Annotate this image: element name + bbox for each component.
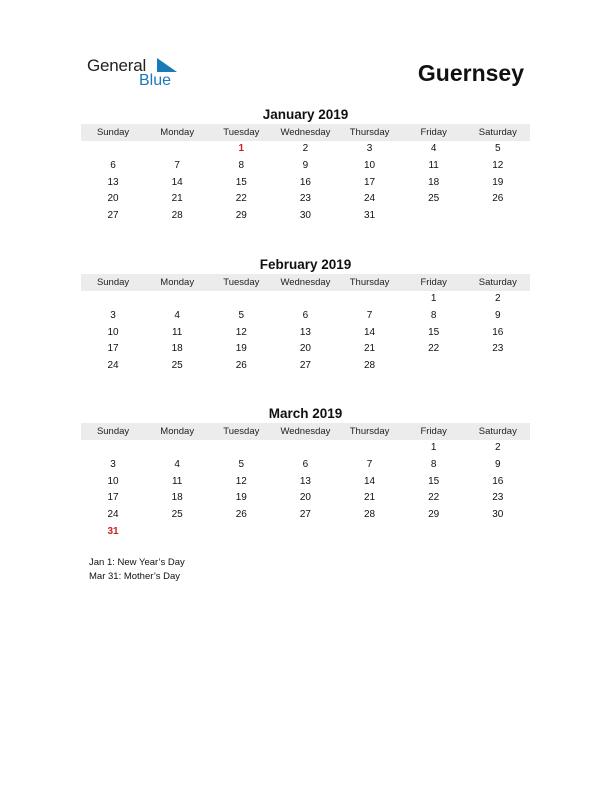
day-cell: 9 [495, 458, 501, 470]
day-cell: 17 [107, 343, 119, 355]
day-cell [145, 440, 209, 457]
day-cell: 26 [492, 193, 504, 205]
day-cell: 24 [364, 193, 376, 205]
day-cell: 21 [171, 193, 183, 205]
day-cell: 21 [364, 492, 376, 504]
weekday-header-row [81, 423, 530, 440]
day-cell: 14 [364, 326, 376, 338]
week-row [81, 191, 530, 208]
day-cell [145, 524, 209, 541]
day-cell [466, 358, 530, 375]
day-cell: 25 [171, 509, 183, 520]
country-title: Guernsey [417, 60, 524, 86]
logo-text-blue: Blue [139, 72, 172, 89]
day-cell [466, 208, 530, 225]
day-cell [209, 524, 273, 541]
day-cell: 21 [364, 343, 376, 355]
month-title: January 2019 [262, 107, 349, 122]
weekday-label: Wednesday [280, 127, 331, 138]
day-cell [402, 524, 466, 541]
day-cell: 3 [110, 309, 116, 321]
week-row [81, 308, 530, 325]
day-cell: 15 [428, 475, 440, 487]
day-cell: 20 [107, 193, 119, 205]
day-cell: 8 [238, 159, 245, 171]
day-cell [81, 440, 145, 457]
day-cell: 15 [235, 176, 247, 188]
day-cell [81, 141, 145, 158]
day-cell: 23 [299, 193, 311, 205]
weekday-label: Tuesday [223, 426, 260, 437]
day-cell: 18 [171, 343, 183, 355]
day-cell: 31 [107, 525, 119, 537]
day-cell [402, 208, 466, 225]
day-cell: 2 [495, 293, 501, 304]
day-cell: 4 [430, 143, 437, 154]
day-cell [145, 141, 209, 158]
day-cell: 20 [299, 343, 311, 355]
day-cell: 28 [171, 210, 183, 221]
holiday-item: Mar 31: Mother’s Day [89, 571, 180, 582]
weekday-label: Sunday [96, 277, 130, 288]
day-cell: 3 [110, 458, 116, 470]
week-row [81, 141, 530, 158]
weekday-label: Friday [420, 127, 447, 138]
day-cell [466, 524, 530, 541]
day-cell: 17 [107, 492, 119, 504]
day-cell: 19 [235, 343, 247, 355]
week-row [81, 358, 530, 375]
day-cell: 16 [492, 326, 504, 338]
day-cell: 10 [364, 159, 376, 171]
day-cell: 14 [364, 475, 376, 487]
day-cell: 13 [299, 326, 311, 338]
week-row [81, 175, 530, 192]
day-cell: 16 [299, 176, 311, 188]
day-cell: 26 [235, 360, 247, 371]
day-cell: 10 [107, 326, 119, 338]
weekday-label: Saturday [478, 426, 517, 437]
day-cell: 8 [430, 458, 437, 470]
day-cell: 24 [107, 360, 119, 371]
day-cell: 28 [364, 509, 376, 520]
weekday-label: Saturday [478, 127, 517, 138]
day-cell [209, 291, 273, 308]
week-row [81, 341, 530, 358]
day-cell: 30 [492, 509, 504, 520]
day-cell: 3 [366, 143, 373, 154]
day-cell: 22 [428, 492, 440, 504]
month-calendar [81, 256, 530, 375]
day-cell: 18 [428, 176, 440, 188]
day-cell: 25 [428, 193, 440, 205]
weekday-label: Tuesday [223, 127, 260, 138]
day-cell: 14 [171, 176, 183, 188]
day-cell: 29 [428, 509, 440, 520]
week-row [81, 440, 530, 457]
logo [87, 56, 187, 92]
day-cell: 16 [492, 475, 504, 487]
month-calendar [81, 106, 530, 225]
day-cell [273, 291, 337, 308]
weekday-label: Friday [420, 426, 447, 437]
week-row [81, 474, 530, 491]
weekday-label: Thursday [349, 127, 390, 138]
day-cell: 12 [235, 475, 247, 487]
day-cell: 1 [430, 442, 437, 453]
day-cell: 5 [495, 143, 501, 154]
day-cell: 15 [428, 326, 440, 338]
day-cell: 8 [430, 309, 437, 321]
day-cell: 24 [107, 509, 119, 520]
holiday-list [89, 556, 185, 584]
day-cell: 25 [171, 360, 183, 371]
day-cell: 19 [492, 176, 504, 188]
day-cell: 22 [428, 343, 440, 355]
weekday-label: Thursday [349, 426, 390, 437]
day-cell: 17 [364, 176, 376, 188]
month-title: February 2019 [259, 257, 352, 272]
day-cell: 12 [235, 326, 247, 338]
week-row [81, 457, 530, 474]
day-cell: 23 [492, 492, 504, 504]
weekday-label: Wednesday [280, 277, 331, 288]
weekday-label: Thursday [349, 277, 390, 288]
day-cell: 2 [302, 143, 309, 154]
holiday-item: Jan 1: New Year’s Day [89, 557, 185, 568]
day-cell: 30 [299, 210, 311, 221]
day-cell: 19 [235, 492, 247, 504]
weekday-label: Saturday [478, 277, 517, 288]
weekday-label: Monday [160, 426, 195, 437]
week-row [81, 490, 530, 507]
day-cell: 11 [428, 159, 439, 171]
week-row [81, 291, 530, 308]
day-cell: 10 [107, 475, 119, 487]
month-calendar [81, 405, 530, 541]
day-cell: 7 [366, 309, 373, 321]
week-row [81, 325, 530, 342]
day-cell [81, 291, 145, 308]
day-cell [273, 440, 337, 457]
week-row [81, 158, 530, 175]
day-cell: 27 [299, 509, 311, 520]
week-row [81, 524, 530, 541]
day-cell [145, 291, 209, 308]
day-cell: 23 [492, 343, 504, 355]
day-cell [209, 440, 273, 457]
day-cell [402, 358, 466, 375]
weekday-header-row [81, 274, 530, 291]
week-row [81, 208, 530, 225]
weekday-label: Tuesday [223, 277, 260, 288]
weekday-label: Wednesday [280, 426, 331, 437]
day-cell: 9 [302, 159, 309, 171]
weekday-label: Monday [160, 127, 195, 138]
day-cell [273, 524, 337, 541]
day-cell [338, 524, 402, 541]
day-cell: 5 [238, 458, 245, 470]
day-cell: 7 [174, 159, 180, 171]
day-cell: 6 [302, 458, 309, 470]
month-title: March 2019 [268, 406, 343, 421]
day-cell: 27 [107, 210, 119, 221]
day-cell: 26 [235, 509, 247, 520]
day-cell: 6 [302, 309, 309, 321]
day-cell: 28 [364, 360, 376, 371]
day-cell: 13 [107, 176, 119, 188]
weekday-label: Sunday [96, 426, 130, 437]
day-cell: 29 [235, 210, 247, 221]
day-cell: 2 [495, 442, 501, 453]
logo-triangle-icon [157, 58, 177, 72]
day-cell: 4 [174, 309, 180, 321]
logo-text-general: General [87, 56, 147, 75]
day-cell [338, 291, 402, 308]
day-cell: 31 [364, 210, 376, 221]
day-cell: 27 [299, 360, 311, 371]
weekday-header-row [81, 124, 530, 141]
day-cell: 1 [238, 143, 245, 154]
weekday-label: Monday [160, 277, 195, 288]
day-cell: 20 [299, 492, 311, 504]
day-cell: 9 [495, 309, 501, 321]
day-cell: 11 [171, 475, 183, 487]
day-cell: 13 [299, 475, 311, 487]
weekday-label: Sunday [96, 127, 130, 138]
day-cell [338, 440, 402, 457]
week-row [81, 507, 530, 524]
day-cell: 5 [238, 309, 245, 321]
day-cell: 22 [235, 193, 247, 205]
day-cell: 1 [430, 293, 437, 304]
day-cell: 6 [110, 159, 116, 171]
weekday-label: Friday [420, 277, 447, 288]
day-cell: 18 [171, 492, 183, 504]
day-cell: 12 [492, 159, 504, 171]
day-cell: 11 [171, 326, 183, 338]
day-cell: 4 [174, 458, 180, 470]
day-cell: 7 [366, 458, 373, 470]
